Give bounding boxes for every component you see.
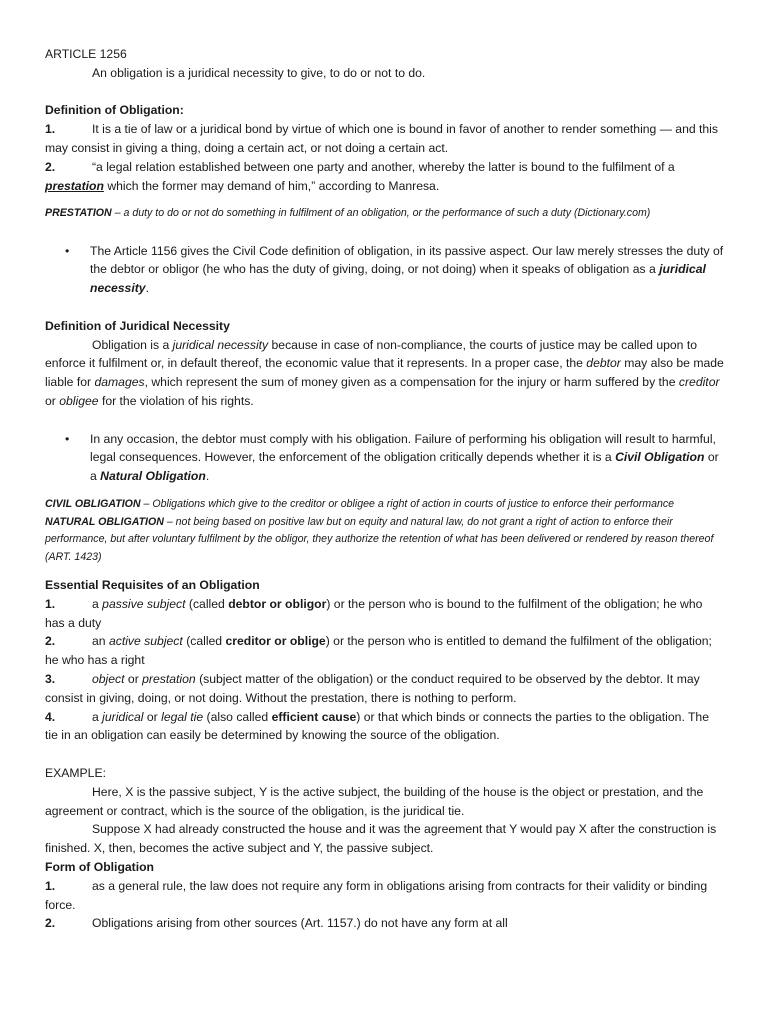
example-paragraph-2: Suppose X had already constructed the house and it was the agreement that Y would pay X after the construction is finished. X, then, becomes the active subject and Y, the passive subject. bbox=[45, 822, 717, 856]
bullet-list-1 bbox=[45, 242, 724, 298]
bullet-icon: • bbox=[65, 243, 70, 258]
def-juridical-paragraph: Obligation is a juridical necessity because in case of non-compliance, the courts of justice may be called upon to enforce it fulfilment or, in default thereof, the economic value that it represents. In a proper case, the debtor may also be made liable for damages, which represent the sum of money given as a compensation for the injury or harm suffered by the creditor or obligee for the violation of his rights. bbox=[45, 337, 724, 409]
def-obligation-item-1: 1. It is a tie of law or a juridical bond by virtue of which one is bound in favor of another to render something — and this may consist in giving a thing, doing a certain act, or not doing a certain act. bbox=[45, 122, 718, 155]
prestation-term: prestation bbox=[45, 178, 104, 193]
form-heading: Form of Obligation bbox=[45, 859, 154, 874]
requisite-3: 3. object or prestation (subject matter of the obligation) or the conduct required to be observed by the debtor. It may consist in giving, doing, or not doing. Without the prestation, there is nothing to perform. bbox=[45, 672, 700, 705]
article-definition: An obligation is a juridical necessity to give, to do or not to do. bbox=[92, 65, 426, 80]
form-item-2: 2. Obligations arising from other sources (Art. 1157.) do not have any form at all bbox=[45, 916, 508, 931]
def-obligation-heading: Definition of Obligation: bbox=[45, 103, 184, 118]
def-juridical-heading: Definition of Juridical Necessity bbox=[45, 318, 230, 333]
requisite-4: 4. a juridical or legal tie (also called efficient cause) or that which binds or connects the parties to the obligation. The tie in an obligation can easily be determined by knowing the source of the obligation. bbox=[45, 709, 709, 743]
article-title: ARTICLE 1256 bbox=[45, 47, 127, 61]
prestation-note: PRESTATION – a duty to do or not do something in fulfilment of an obligation, or the performance of such a duty (Dictionary.com) bbox=[45, 207, 651, 220]
form-item-1: 1. as a general rule, the law does not require any form in obligations arising from contracts for their validity or binding force. bbox=[45, 878, 708, 912]
example-heading: EXAMPLE: bbox=[45, 766, 106, 780]
requisites-heading: Essential Requisites of an Obligation bbox=[45, 578, 260, 593]
bullet-list-2 bbox=[45, 430, 724, 486]
bullet-icon: • bbox=[65, 431, 70, 446]
list-item: • The Article 1156 gives the Civil Code definition of obligation, in its passive aspect. Our law merely stresses the duty of the debtor or obligor (he who has the duty of giving, doing, or not doing) when it speaks of obligation as a juridical necessity. bbox=[65, 243, 724, 296]
natural-obligation-note: NATURAL OBLIGATION – not being based on positive law but on equity and natural law, do not grant a right of action to enforce their performance, but after voluntary fulfilment by the obligor, they authorize the retention of what has been delivered or rendered by reason thereof (ART. 1423) bbox=[45, 515, 714, 563]
requisite-1: 1. a passive subject (called debtor or obligor) or the person who is bound to the fulfilment of the obligation; he who has a duty bbox=[45, 596, 703, 630]
civil-obligation-note: CIVIL OBLIGATION – Obligations which give to the creditor or obligee a right of action in courts of justice to enforce their performance bbox=[45, 498, 675, 511]
list-item: • In any occasion, the debtor must comply with his obligation. Failure of performing his obligation will result to harmful, legal consequences. However, the enforcement of the obligation critically depends whether it is a Civil Obligation or a Natural Obligation. bbox=[65, 431, 719, 484]
def-obligation-item-2: 2. “a legal relation established between one party and another, whereby the latter is bound to the fulfilment of a prestation which the former may demand of him,” according to Manresa. bbox=[45, 159, 675, 193]
example-paragraph-1: Here, X is the passive subject, Y is the active subject, the building of the house is the object or prestation, and the agreement or contract, which is the source of the obligation, is the juridical tie. bbox=[45, 784, 704, 818]
requisite-2: 2. an active subject (called creditor or oblige) or the person who is entitled to demand the fulfilment of the obligation; he who has a right bbox=[45, 634, 712, 668]
